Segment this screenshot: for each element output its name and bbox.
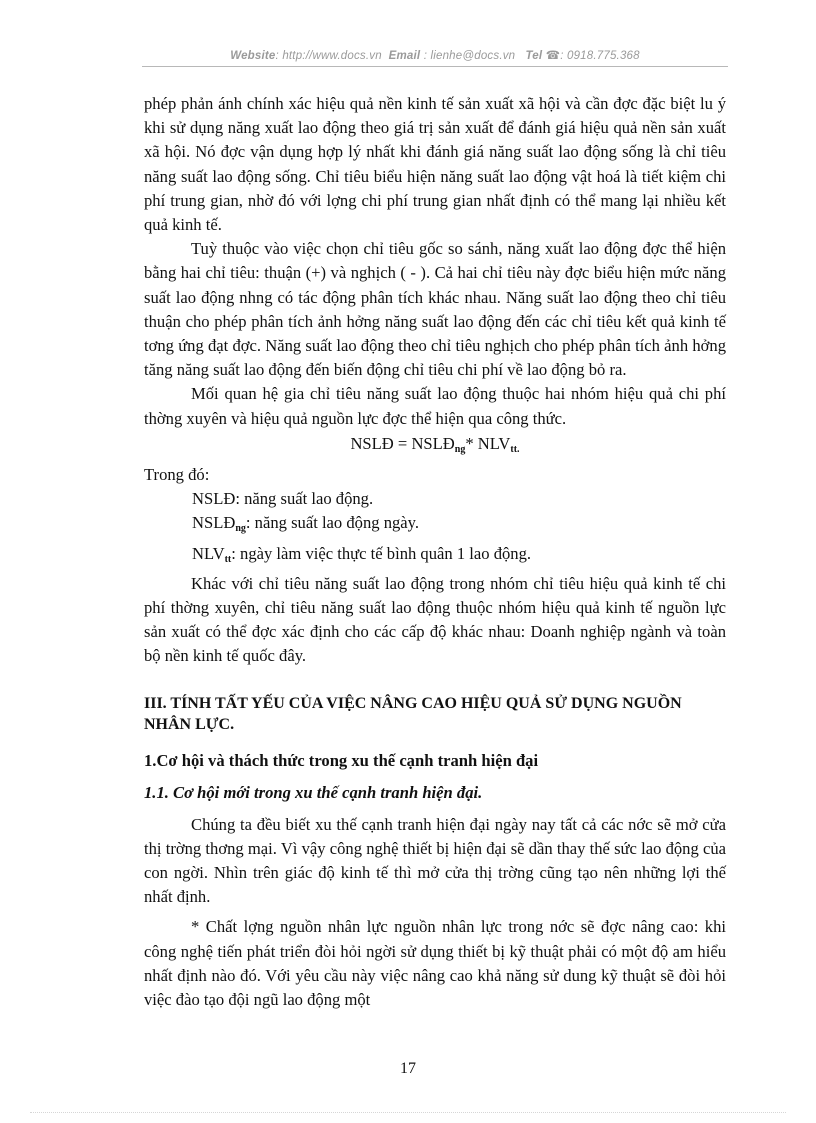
- page-header: [142, 48, 728, 62]
- phone-icon: ☎: [545, 50, 561, 62]
- tel-value: : 0918.775.368: [560, 50, 640, 62]
- page-content: [144, 92, 726, 1012]
- email-label: Email: [388, 50, 421, 62]
- formula-sub-ng: ng: [454, 443, 466, 455]
- subheading-1-1: 1.1. Cơ hội mới trong xu thế cạnh tranh hiện đại.: [144, 782, 483, 802]
- paragraph-4: Khác với chỉ tiêu năng suất lao động trong nhóm chỉ tiêu hiệu quả kinh tế chi phí thờng xuyên, chỉ tiêu năng suất lao động thuộc nhóm hiệu quả kinh tế nguồn lực sản xuất có thể đợc xác định cho các cấp độ khác nhau: Doanh nghiệp ngành và toàn bộ nền kinh tế quốc đây.: [144, 573, 726, 666]
- paragraph-5: Chúng ta đều biết xu thế cạnh tranh hiện đại ngày nay tất cả các nớc sẽ mở cửa thị trờng thơng mại. Vì vậy công nghệ thiết bị hiện đại sẽ dần thay thế sức lao động của con ngời. Nhìn trên giác độ kinh tế thì mở cửa thị trờng cũng tạo nên những lợi thế nhất định.: [144, 814, 726, 907]
- definition-term: NLV: [192, 543, 225, 563]
- subheading-1: 1.Cơ hội và thách thức trong xu thế cạnh tranh hiện đại: [144, 750, 539, 770]
- paragraph-6: * Chất lợng nguồn nhân lực nguồn nhân lực trong nớc sẽ đợc nâng cao: khi công nghệ tiến phát triển đòi hỏi ngời sử dụng thiết bị kỹ thuật phải có một độ am hiểu nhất định nào đó. Với yêu cầu này việc nâng cao khả năng sử dung kỹ thuật sẽ đòi hỏi việc đào tạo đội ngũ lao động một: [144, 917, 726, 1010]
- formula-sub-tt: tt.: [510, 443, 520, 455]
- footer-dotted-line: [30, 1112, 786, 1113]
- formula: [144, 432, 726, 462]
- formula-main: NSLĐ = NSLĐ: [350, 433, 455, 453]
- definition-sub: tt: [224, 553, 232, 565]
- definition-text: : ngày làm việc thực tế bình quân 1 lao động.: [231, 543, 532, 563]
- definition-term: NSLĐ: [192, 513, 236, 533]
- definition-nsld: NSLĐ: năng suất lao động.: [192, 489, 374, 509]
- definition-nlv-tt: [144, 542, 726, 572]
- definition-sub: ng: [235, 523, 246, 535]
- formula-mid: * NLV: [465, 433, 511, 453]
- website-value: : http://www.docs.vn: [275, 50, 382, 62]
- tel-label: Tel: [525, 50, 543, 62]
- header-divider: [142, 66, 728, 67]
- email-value: : lienhe@docs.vn: [423, 50, 516, 62]
- paragraph-3: Mối quan hệ gia chỉ tiêu năng suất lao động thuộc hai nhóm hiệu quả chi phí thờng xuyên và hiệu quả nguồn lực đợc thể hiện qua công thức.: [144, 384, 726, 428]
- website-label: Website: [230, 50, 276, 62]
- where-label: Trong đó:: [144, 465, 210, 485]
- section-heading: III. TÍNH TẤT YẾU CỦA VIỆC NÂNG CAO HIỆU QUẢ SỬ DỤNG NGUỒN NHÂN LỰC.: [144, 694, 682, 733]
- page-number: 17: [400, 1060, 416, 1077]
- paragraph-1: phép phản ánh chính xác hiệu quả nền kinh tế sản xuất xã hội và cần đợc đặc biệt lu ý khi sử dụng năng xuất lao động theo giá trị sản xuất để đánh giá hiệu quả nền sản xuất xã hội. Nó đợc vận dụng hợp lý nhất khi đánh giá năng suất lao động sống là chỉ tiêu năng suất lao động sống. Chỉ tiêu biểu hiện năng suất lao động vật hoá là tiết kiệm chi phí trung gian, nhờ đó với lợng chi phí trung gian nhất định có thể mang lại nhiều kết quả kinh tế.: [144, 94, 726, 235]
- definition-text: : năng suất lao động ngày.: [245, 513, 420, 533]
- definition-nsld-ng: [144, 511, 726, 541]
- paragraph-2: Tuỳ thuộc vào việc chọn chỉ tiêu gốc so sánh, năng xuất lao động đợc thể hiện bằng hai chỉ tiêu: thuận (+) và nghịch ( - ). Cả hai chỉ tiêu này đợc biểu hiện mức năng suất lao động nhng có tác động phân tích khác nhau. Năng suất lao động theo chỉ tiêu thuận cho phép phân tích ảnh hởng năng suất lao động đến các chỉ tiêu kết quả kinh tế tơng ứng đạt đợc. Năng suất lao động theo chỉ tiêu nghịch cho phép phân tích ảnh hởng tăng năng suất lao động đến biến động chỉ tiêu chi phí về lao động bỏ ra.: [144, 239, 726, 380]
